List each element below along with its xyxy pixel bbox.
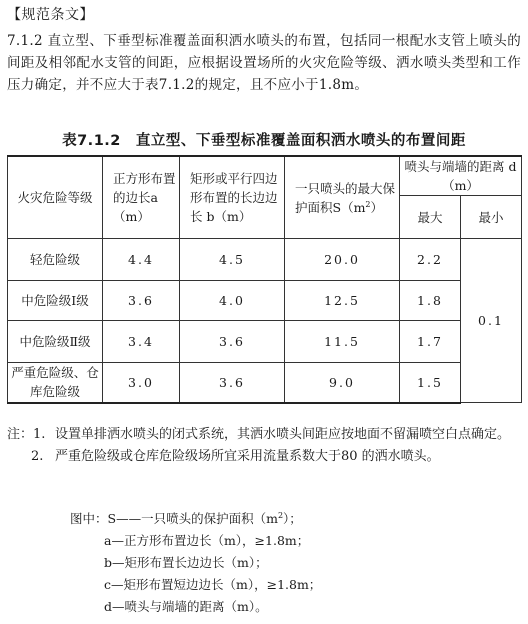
legend-line-b: b—矩形布置长边边长（m）； bbox=[104, 555, 268, 570]
note-text: 严重危险级或仓库危险级场所宜采用流量系数大于80 的洒水喷头。 bbox=[55, 449, 440, 464]
legend-line-c: c—矩形布置短边边长（m），≥1.8m； bbox=[104, 577, 322, 592]
cell-dmin-shared: 0.1 bbox=[461, 239, 522, 403]
cell-s: 12.5 bbox=[285, 281, 400, 321]
notes bbox=[7, 424, 521, 468]
header-max-area bbox=[285, 156, 400, 239]
note-number bbox=[7, 424, 55, 446]
cell-hazard: 中危险级Ⅱ级 bbox=[8, 321, 103, 363]
cell-hazard: 中危险级Ⅰ级 bbox=[8, 281, 103, 321]
cell-a: 3.0 bbox=[103, 363, 180, 403]
cell-a: 3.4 bbox=[103, 321, 180, 363]
header-rect-long-side: 矩形或平行四边形布置的长边边长 b（m） bbox=[180, 156, 285, 239]
cell-a: 4.4 bbox=[103, 239, 180, 281]
spacing-table bbox=[7, 155, 522, 404]
legend-line-d: d—喷头与端墙的距离（m）。 bbox=[104, 599, 268, 614]
note-number: 2. bbox=[31, 449, 44, 464]
note-item bbox=[7, 446, 521, 468]
cell-b: 3.6 bbox=[180, 363, 285, 403]
cell-s: 20.0 bbox=[285, 239, 400, 281]
cell-a: 3.6 bbox=[103, 281, 180, 321]
cell-hazard: 轻危险级 bbox=[8, 239, 103, 281]
legend-s-sup: 2 bbox=[277, 510, 284, 520]
table-row bbox=[8, 321, 522, 363]
table-title: 表7.1.2 直立型、下垂型标准覆盖面积洒水喷头的布置间距 bbox=[62, 133, 466, 149]
cell-s: 9.0 bbox=[285, 363, 400, 403]
cell-s: 11.5 bbox=[285, 321, 400, 363]
cell-dmax: 1.7 bbox=[400, 321, 461, 363]
cell-b: 4.0 bbox=[180, 281, 285, 321]
note-text: 设置单排洒水喷头的闭式系统，其洒水喷头间距应按地面不留漏喷空白点确定。 bbox=[55, 427, 511, 442]
header-wall-distance: 喷头与端墙的距离 d（m） bbox=[400, 156, 522, 196]
cell-b: 3.6 bbox=[180, 321, 285, 363]
header-dmax: 最大 bbox=[400, 196, 461, 239]
cell-dmax: 1.5 bbox=[400, 363, 461, 403]
header-square-side: 正方形布置的边长a（m） bbox=[103, 156, 180, 239]
clause-text: 7.1.2 直立型、下垂型标准覆盖面积洒水喷头的布置，包括同一根配水支管上喷头的间距及相邻配水支管的间距，应根据设置场所的火灾危险等级、洒水喷头类型和工作压力确定，并不应大于表7.1.2的规定，且不应小于1.8m。 bbox=[7, 33, 521, 93]
legend-s-text: S——一只喷头的保护面积（m bbox=[107, 511, 278, 526]
header-max-area-tail: ） bbox=[370, 199, 384, 215]
cell-dmax: 2.2 bbox=[400, 239, 461, 281]
section-label: 【规范条文】 bbox=[7, 7, 94, 23]
legend-line-a: a—正方形布置边长（m），≥1.8m； bbox=[104, 533, 310, 548]
cell-dmax: 1.8 bbox=[400, 281, 461, 321]
cell-b: 4.5 bbox=[180, 239, 285, 281]
note-item bbox=[7, 424, 521, 446]
cell-hazard: 严重危险级、仓库危险级 bbox=[8, 363, 103, 403]
header-max-area-sup: 2 bbox=[365, 199, 371, 209]
legend-s-tail: ）； bbox=[283, 511, 302, 526]
note-number-value: 1. bbox=[33, 427, 46, 442]
header-max-area-text: 一只喷头的最大保护面积S（m bbox=[295, 180, 396, 215]
legend-lead: 图中： bbox=[70, 511, 108, 526]
table-row bbox=[8, 239, 522, 281]
table-row bbox=[8, 281, 522, 321]
legend-line-s bbox=[70, 508, 520, 530]
header-dmin: 最小 bbox=[461, 196, 522, 239]
table-row bbox=[8, 363, 522, 403]
notes-prefix: 注： bbox=[7, 427, 34, 442]
symbol-legend bbox=[70, 508, 520, 618]
header-hazard-level: 火灾危险等级 bbox=[8, 156, 103, 239]
